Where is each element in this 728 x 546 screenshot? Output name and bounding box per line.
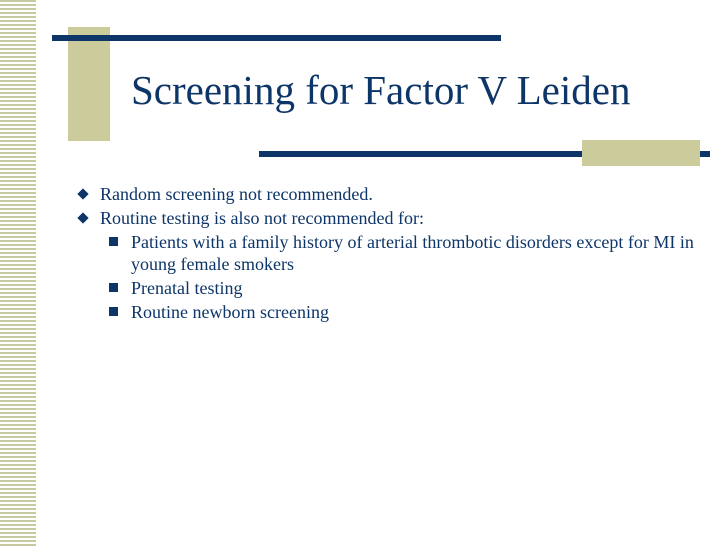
square-bullet-icon: [109, 283, 118, 292]
square-bullet-icon: [109, 307, 118, 316]
sub-bullet-text: Prenatal testing: [131, 278, 243, 298]
sub-bullet-list: [109, 231, 706, 323]
diamond-bullet-icon: [77, 212, 88, 223]
title-top-rule: [52, 35, 501, 41]
khaki-accent-block-right: [582, 140, 700, 166]
bullet-text: Routine testing is also not recommended for:: [100, 208, 424, 228]
sub-bullet-text: Patients with a family history of arterial thrombotic disorders except for MI in young female smokers: [131, 232, 694, 274]
sub-bullet-item: [109, 231, 706, 275]
sub-bullet-item: [109, 301, 706, 323]
square-bullet-icon: [109, 237, 118, 246]
sub-bullet-item: [109, 277, 706, 299]
sub-bullet-text: Routine newborn screening: [131, 302, 329, 322]
bullet-text: Random screening not recommended.: [100, 184, 373, 204]
slide-title: Screening for Factor V Leiden: [131, 67, 631, 113]
bullet-item: [76, 183, 706, 205]
diamond-bullet-icon: [77, 188, 88, 199]
khaki-accent-block-top: [68, 27, 110, 141]
bullet-item: [76, 207, 706, 229]
striped-edge-decoration: [0, 0, 36, 546]
slide-content: [76, 183, 706, 325]
